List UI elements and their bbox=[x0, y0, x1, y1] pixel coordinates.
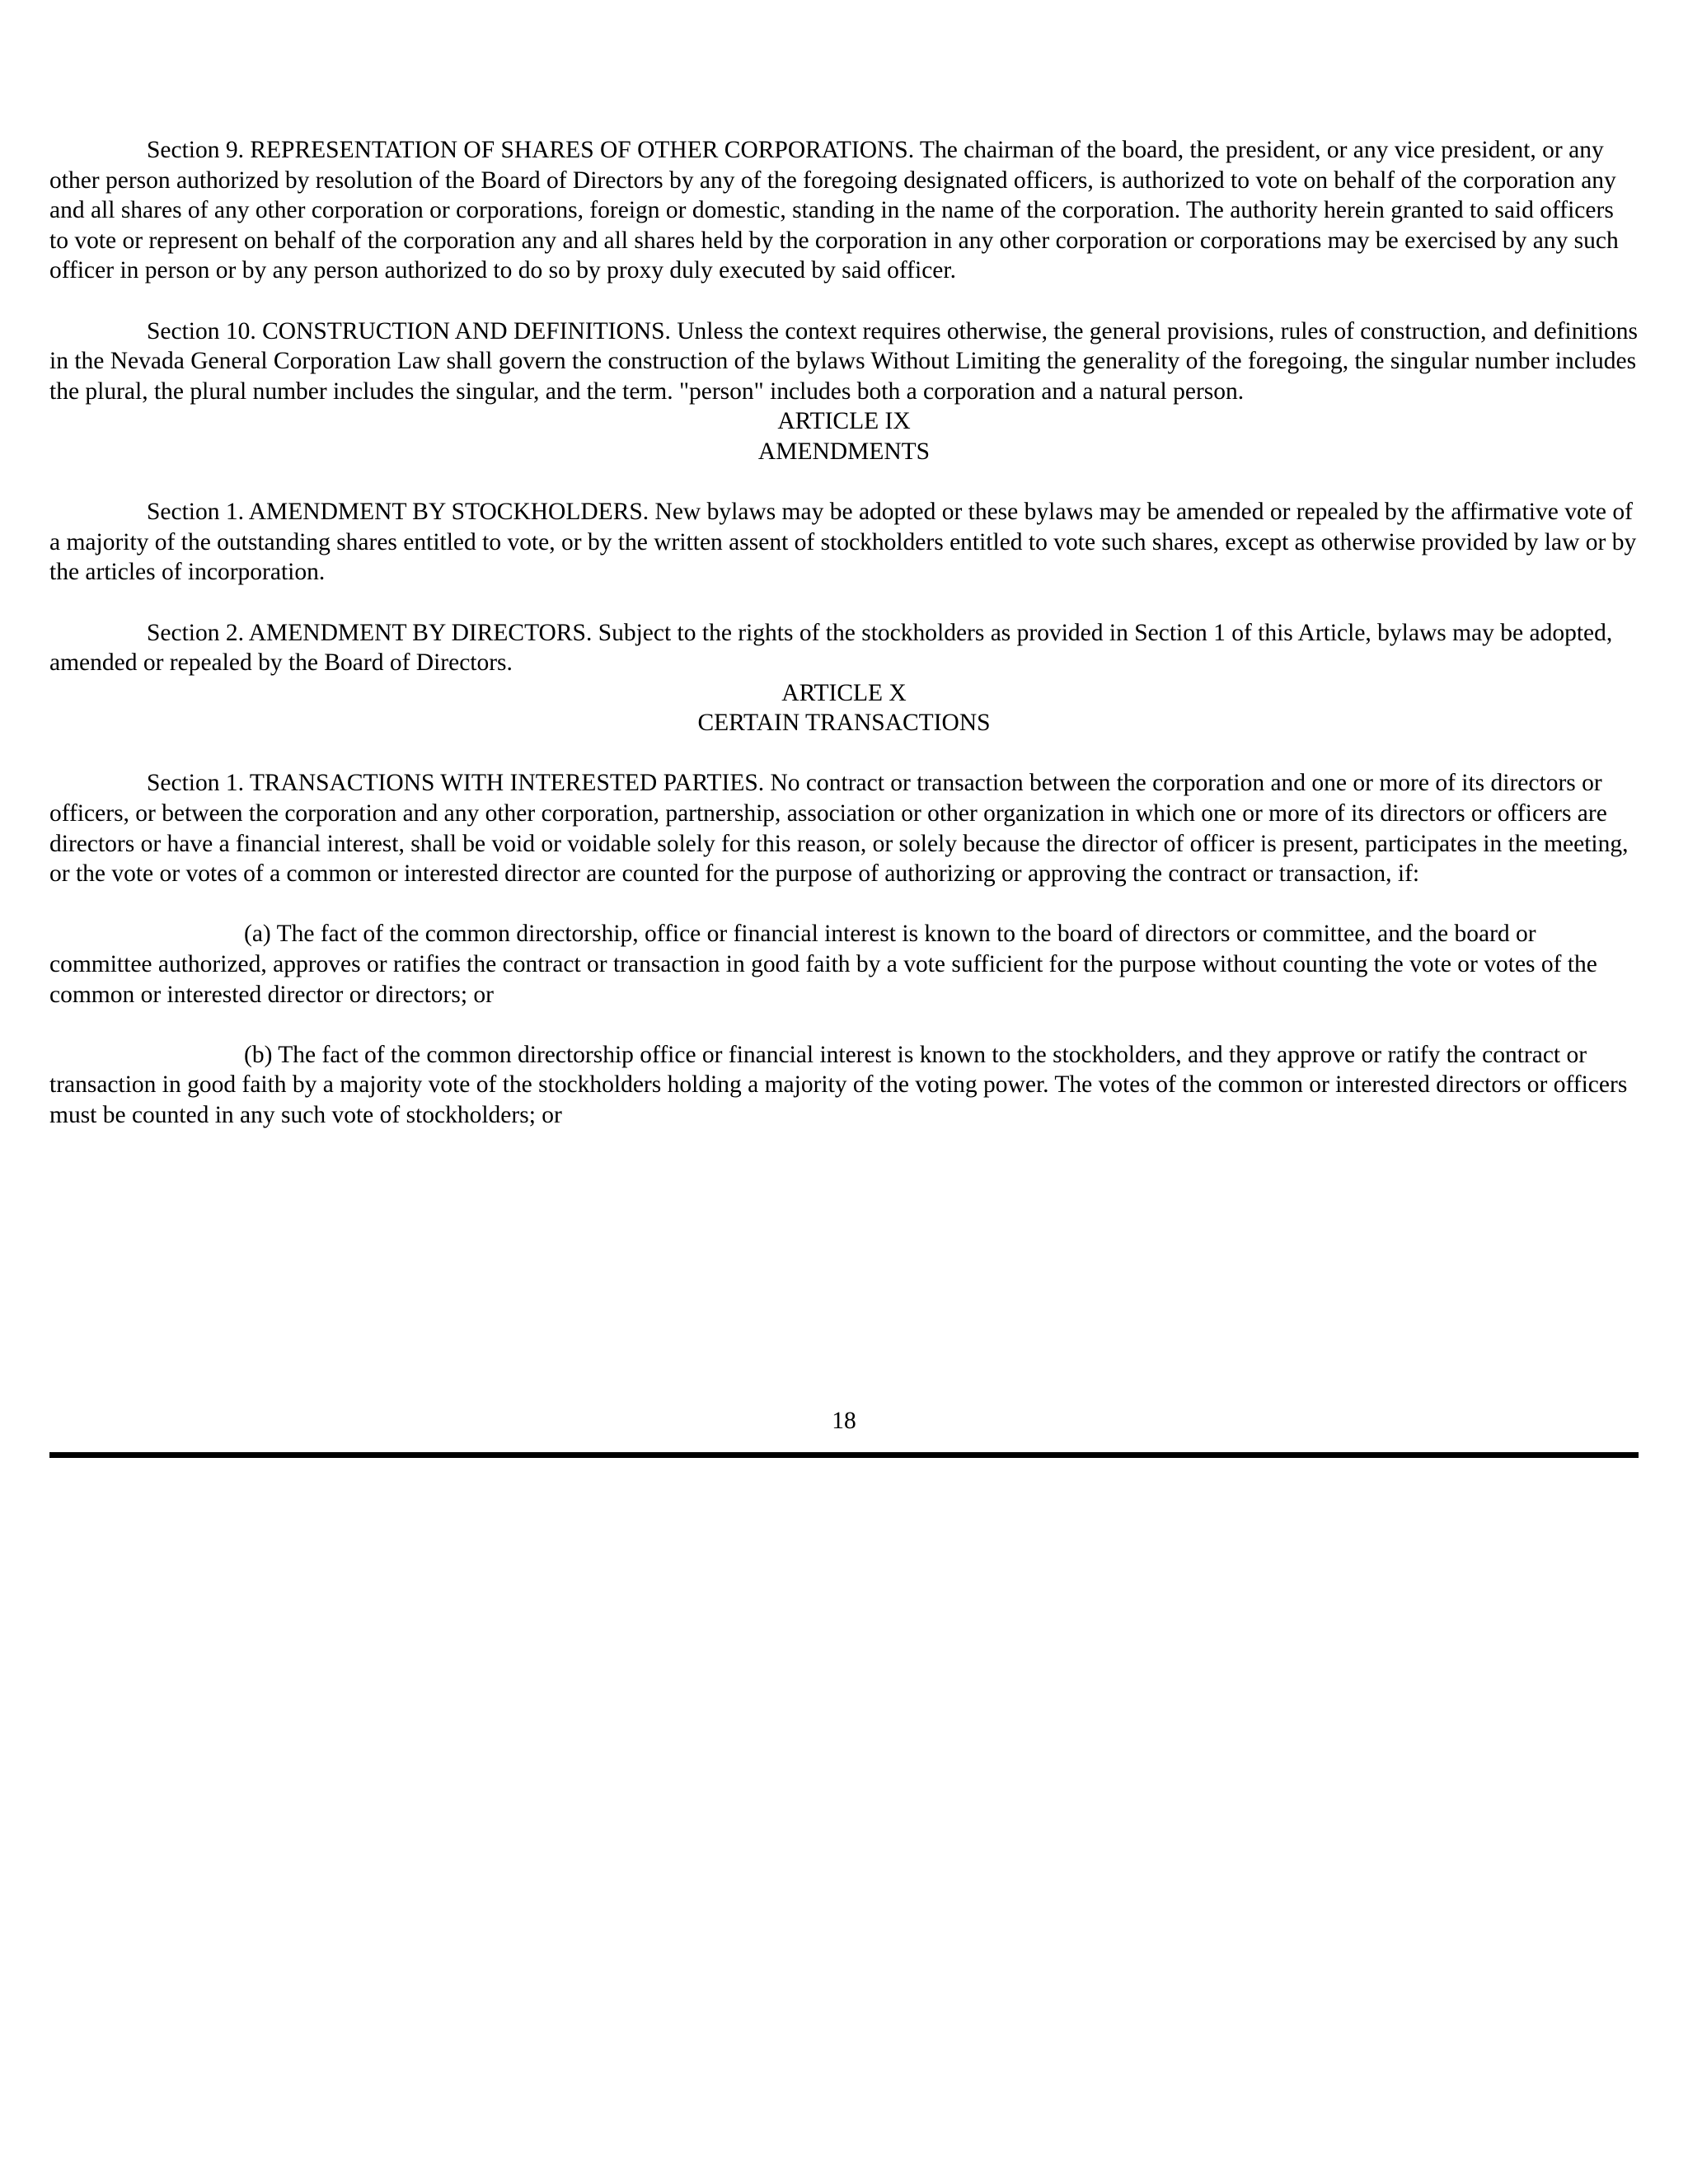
article-9-section-1-paragraph: Section 1. AMENDMENT BY STOCKHOLDERS. New bylaws may be adopted or these bylaws may be amended or repealed by the affirmative vote of a majority of the outstanding shares entitled to vote, or by the written assent of stockholders entitled to vote such shares, except as otherwise provided by law or by the articles of incorporation. bbox=[49, 499, 1637, 586]
section-9-paragraph: Section 9. REPRESENTATION OF SHARES OF OTHER CORPORATIONS. The chairman of the board, the president, or any vice president, or any other person authorized by resolution of the Board of Directors by any of the foregoing designated officers, is authorized to vote on behalf of the corporation any and all shares of any other corporation or corporations, foreign or domestic, standing in the name of the corporation. The authority herein granted to said officers to vote or represent on behalf of the corporation any and all shares held by the corporation in any other corporation or corporations may be exercised by any such officer in person or by any person authorized to do so by proxy duly executed by said officer. bbox=[49, 137, 1619, 284]
footer-rule bbox=[49, 1452, 1639, 1458]
page-number: 18 bbox=[832, 1408, 856, 1434]
article-9-title: AMENDMENTS bbox=[757, 438, 931, 465]
article-9-section-2-paragraph: Section 2. AMENDMENT BY DIRECTORS. Subject to the rights of the stockholders as provided in Section 1 of this Article, bylaws may be adopted, amended or repealed by the Board of Directors. bbox=[49, 619, 1613, 677]
clause-a-paragraph: (a) The fact of the common directorship, office or financial interest is known to the board of directors or committee, and the board or committee authorized, approves or ratifies the contract or transaction in good faith by a vote sufficient for the purpose without counting the vote or votes of the common or interested director or directors; or bbox=[49, 921, 1597, 1008]
article-10-title: CERTAIN TRANSACTIONS bbox=[697, 710, 991, 737]
article-10-section-1-paragraph: Section 1. TRANSACTIONS WITH INTERESTED PARTIES. No contract or transaction between the corporation and one or more of its directors or officers, or between the corporation and any other corporation, partnership, association or other organization in which one or more of its directors or officers are directors or have a financial interest, shall be void or voidable solely for this reason, or solely because the director of officer is present, participates in the meeting, or the vote or votes of a common or interested director are counted for the purpose of authorizing or approving the contract or transaction, if: bbox=[49, 770, 1629, 888]
section-10-paragraph: Section 10. CONSTRUCTION AND DEFINITIONS. Unless the context requires otherwise, the general provisions, rules of construction, and definitions in the Nevada General Corporation Law shall govern the construction of the bylaws Without Limiting the generality of the foregoing, the singular number includes the plural, the plural number includes the singular, and the term. "person" includes both a corporation and a natural person. bbox=[49, 317, 1639, 405]
document-page bbox=[49, 135, 1639, 1131]
article-10-number: ARTICLE X bbox=[781, 679, 907, 706]
article-9-number: ARTICLE IX bbox=[777, 408, 911, 435]
clause-b-paragraph: (b) The fact of the common directorship office or financial interest is known to the stockholders, and they approve or ratify the contract or transaction in good faith by a majority vote of the stockholders holding a majority of the voting power. The votes of the common or interested directors or officers must be counted in any such vote of stockholders; or bbox=[49, 1041, 1628, 1128]
